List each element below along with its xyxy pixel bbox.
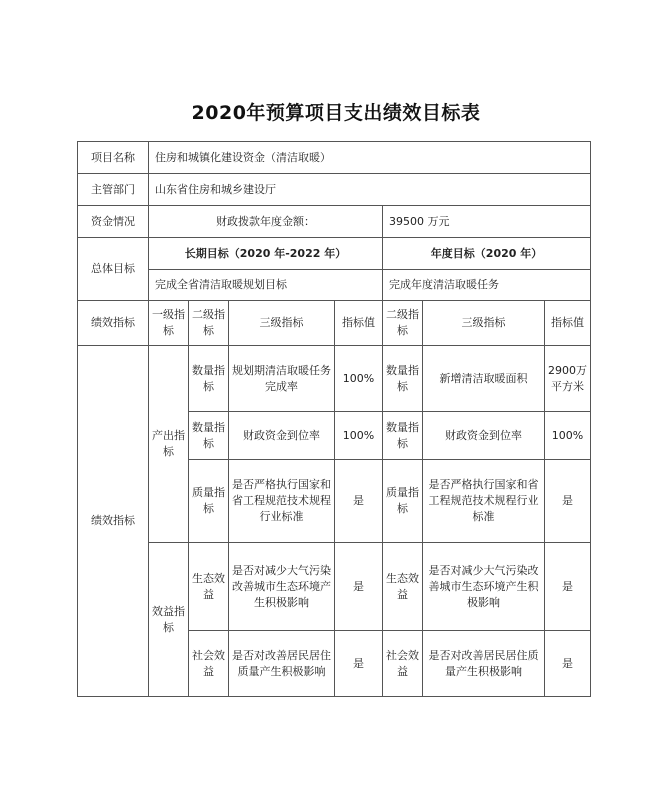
indicator-header-label: 绩效指标 [78,301,149,346]
level3-header-annual: 三级指标 [423,301,545,346]
level2-cell: 生态效益 [189,543,229,631]
level3-cell-annual: 新增清洁取暖面积 [423,346,545,412]
project-name-label: 项目名称 [78,142,149,174]
level2-header-annual: 二级指标 [383,301,423,346]
level3-cell: 规划期清洁取暖任务完成率 [229,346,335,412]
value-cell: 是 [335,460,383,543]
performance-table [77,141,591,697]
level2-cell: 社会效益 [189,631,229,697]
value-cell: 是 [335,543,383,631]
department-label: 主管部门 [78,174,149,206]
level3-cell-annual: 是否严格执行国家和省工程规范技术规程行业标准 [423,460,545,543]
funding-label: 资金情况 [78,206,149,238]
table-row [78,543,591,631]
value-cell-annual: 是 [545,631,591,697]
value-cell-annual: 是 [545,460,591,543]
project-name-row [78,142,591,174]
level2-cell-annual: 质量指标 [383,460,423,543]
annual-goal-header: 年度目标（2020 年） [383,238,591,270]
funding-row [78,206,591,238]
level2-cell-annual: 数量指标 [383,412,423,460]
value-cell-annual: 是 [545,543,591,631]
value-cell: 是 [335,631,383,697]
funding-amount: 39500 万元 [383,206,591,238]
department-row [78,174,591,206]
overall-goal-label: 总体目标 [78,238,149,301]
indicators-label: 绩效指标 [78,346,149,697]
level3-cell: 是否对改善居民居住质量产生积极影响 [229,631,335,697]
value-cell-annual: 2900万平方米 [545,346,591,412]
long-term-goal-value: 完成全省清洁取暖规划目标 [149,270,383,301]
level3-cell-annual: 是否对改善居民居住质量产生积极影响 [423,631,545,697]
funding-sub-label: 财政拨款年度金额： [149,206,383,238]
level3-header: 三级指标 [229,301,335,346]
value-cell-annual: 100% [545,412,591,460]
value-header: 指标值 [335,301,383,346]
value-header-annual: 指标值 [545,301,591,346]
level1-header: 一级指标 [149,301,189,346]
level2-header: 二级指标 [189,301,229,346]
level2-cell: 数量指标 [189,412,229,460]
department-value: 山东省住房和城乡建设厅 [149,174,591,206]
benefit-indicators-label: 效益指标 [149,543,189,697]
annual-goal-value: 完成年度清洁取暖任务 [383,270,591,301]
level3-cell-annual: 财政资金到位率 [423,412,545,460]
level2-cell: 质量指标 [189,460,229,543]
level3-cell: 是否对减少大气污染改善城市生态环境产生积极影响 [229,543,335,631]
level3-cell: 财政资金到位率 [229,412,335,460]
overall-goal-header-row [78,238,591,270]
level2-cell: 数量指标 [189,346,229,412]
level2-cell-annual: 数量指标 [383,346,423,412]
level3-cell-annual: 是否对减少大气污染改善城市生态环境产生积极影响 [423,543,545,631]
value-cell: 100% [335,346,383,412]
value-cell: 100% [335,412,383,460]
project-name-value: 住房和城镇化建设资金（清洁取暖） [149,142,591,174]
long-term-goal-header: 长期目标（2020 年-2022 年） [149,238,383,270]
output-indicators-label: 产出指标 [149,346,189,543]
level3-cell: 是否严格执行国家和省工程规范技术规程行业标准 [229,460,335,543]
indicator-header-row [78,301,591,346]
table-row [78,346,591,412]
level2-cell-annual: 社会效益 [383,631,423,697]
page-title: 2020年预算项目支出绩效目标表 [191,102,481,124]
overall-goal-value-row [78,270,591,301]
level2-cell-annual: 生态效益 [383,543,423,631]
